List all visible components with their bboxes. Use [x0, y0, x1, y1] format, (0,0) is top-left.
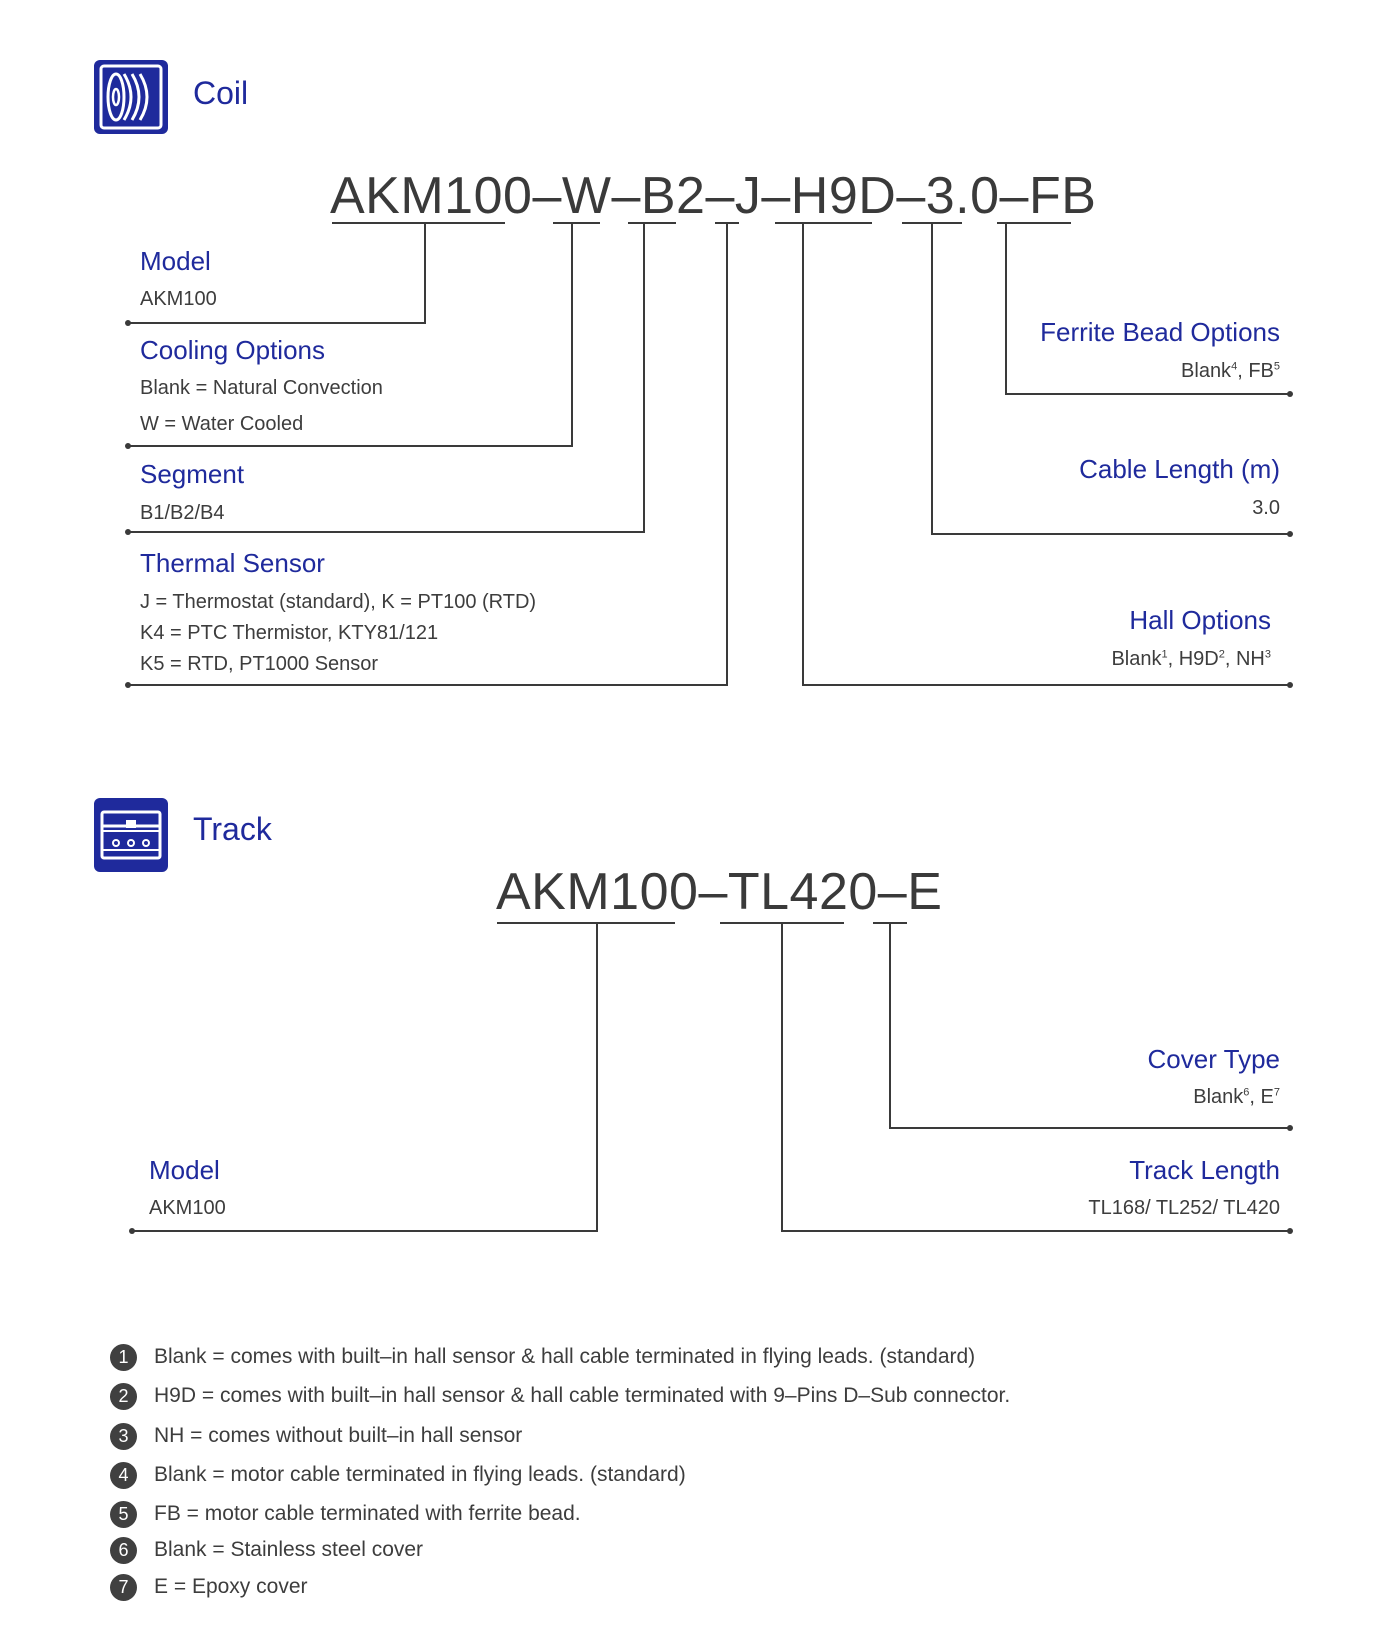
track-length-label: Track Length [1129, 1155, 1280, 1185]
footnote-item [110, 1421, 522, 1451]
footnote-number: 1 [110, 1344, 137, 1371]
footnote-item [110, 1460, 686, 1490]
coil-section-title: Coil [193, 75, 249, 111]
footnote-text: Blank = comes with built–in hall sensor & hall cable terminated in flying leads. (standard) [154, 1345, 976, 1368]
footnote-number: 5 [110, 1501, 137, 1528]
thermal-sensor-line-2: K4 = PTC Thermistor, KTY81/121 [140, 622, 439, 644]
track-section-title: Track [193, 811, 272, 847]
footnote-text: FB = motor cable terminated with ferrite bead. [154, 1502, 581, 1525]
ferrite-bead-label: Ferrite Bead Options [1040, 317, 1280, 347]
footnote-number: 7 [110, 1574, 137, 1601]
thermal-sensor-label: Thermal Sensor [140, 548, 325, 578]
cover-type-label: Cover Type [1147, 1044, 1280, 1074]
footnote-text: Blank = Stainless steel cover [154, 1538, 424, 1561]
footnote-text: H9D = comes with built–in hall sensor & hall cable terminated with 9–Pins D–Sub connector. [154, 1384, 1011, 1407]
footnote-text: Blank = motor cable terminated in flying leads. (standard) [154, 1463, 686, 1486]
footnote-item [110, 1381, 1010, 1411]
coil-part-number: AKM100–W–B2–J–H9D–3.0–FB [330, 167, 1097, 225]
hall-options-value: Blank$^1$, $H9D^2$, $NH^3$ [1111, 648, 1271, 670]
segment-value: B1/B2/B4 [140, 502, 225, 524]
cover-type-value: Blank$^6$, $E^7$ [1193, 1086, 1280, 1108]
footnote-item [110, 1499, 581, 1529]
footnote-text: E = Epoxy cover [154, 1575, 308, 1598]
footnote-number: 4 [110, 1462, 137, 1489]
coil-model-value: AKM100 [140, 288, 217, 310]
footnote-number: 2 [110, 1383, 137, 1410]
segment-label: Segment [140, 459, 245, 489]
track-model-label: Model [149, 1155, 220, 1185]
cable-length-label: Cable Length (m) [1079, 454, 1280, 484]
footnote-item [110, 1572, 308, 1602]
thermal-sensor-line-3: K5 = RTD, PT1000 Sensor [140, 653, 379, 675]
track-length-value: TL168/ TL252/ TL420 [1088, 1197, 1280, 1219]
cooling-options-line-2: W = Water Cooled [140, 413, 304, 435]
coil-model-label: Model [140, 246, 211, 276]
track-part-number: AKM100–TL420–E [496, 863, 943, 921]
cable-length-value: 3.0 [1252, 497, 1280, 519]
footnote-text: NH = comes without built–in hall sensor [154, 1424, 523, 1447]
thermal-sensor-line-1: J = Thermostat (standard), K = PT100 (RTD) [140, 591, 537, 613]
cooling-options-line-1: Blank = Natural Convection [140, 377, 383, 399]
cooling-options-label: Cooling Options [140, 335, 325, 365]
footnote-number: 6 [110, 1537, 137, 1564]
track-model-value: AKM100 [149, 1197, 226, 1219]
footnote-item [110, 1342, 975, 1372]
ferrite-bead-value: Blank$^4$, $FB^5$ [1181, 360, 1280, 382]
footnote-number: 3 [110, 1423, 137, 1450]
footnote-item [110, 1535, 423, 1565]
hall-options-label: Hall Options [1129, 605, 1271, 635]
